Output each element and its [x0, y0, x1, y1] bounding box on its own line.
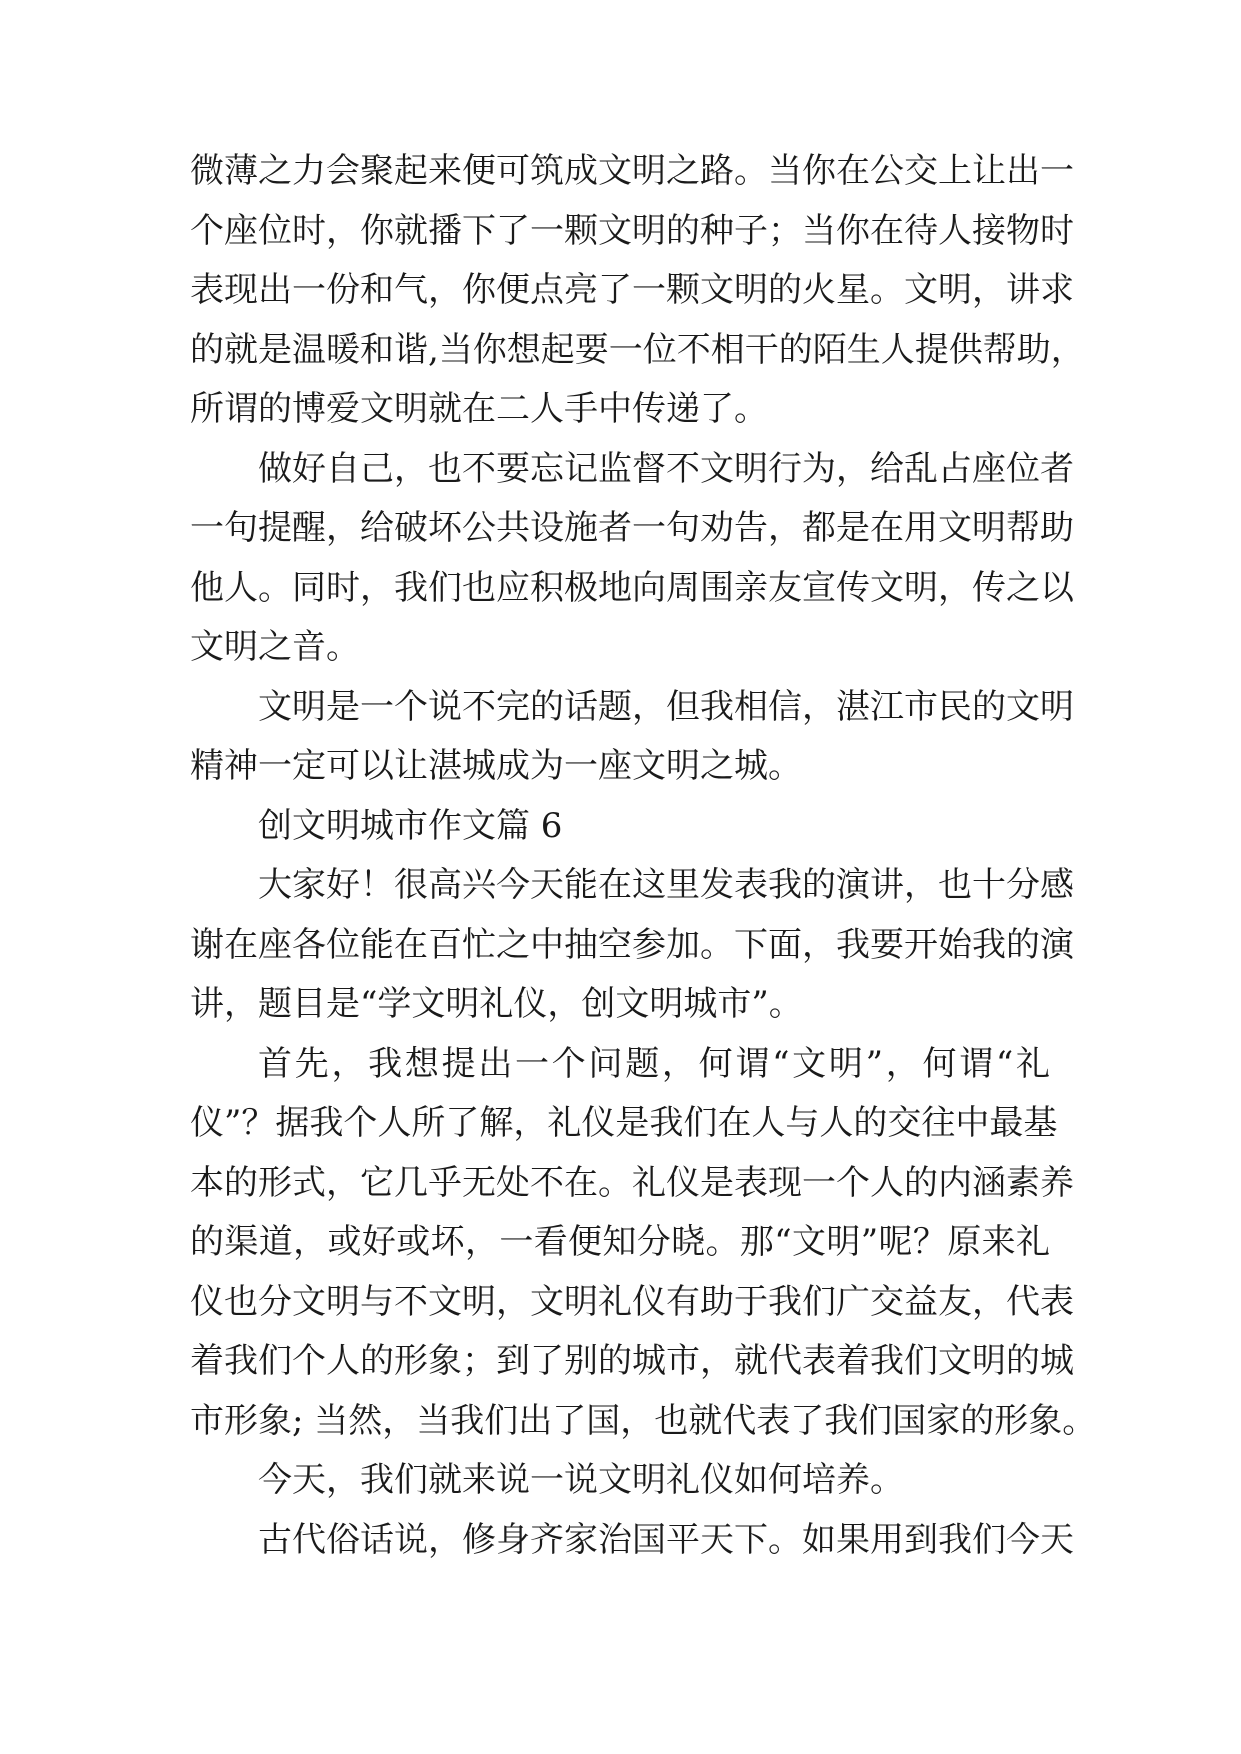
text-line: 他人。同时，我们也应积极地向周围亲友宣传文明，传之以	[190, 567, 1074, 608]
paragraph-start-line: 首先，我想提出一个问题，何谓“文明”，何谓“礼	[258, 1043, 1050, 1084]
text-line: 本的形式，它几乎无处不在。礼仪是表现一个人的内涵素养	[190, 1162, 1074, 1203]
text-line: 讲，题目是“学文明礼仪，创文明城市”。	[190, 984, 803, 1024]
text-line: 所谓的博爱文明就在二人手中传递了。	[190, 389, 768, 429]
text-line: 的渠道，或好或坏，一看便知分晓。那“文明”呢？原来礼	[190, 1222, 1050, 1262]
text-line: 精神一定可以让湛城成为一座文明之城。	[190, 746, 802, 786]
text-line: 谢在座各位能在百忙之中抽空参加。下面，我要开始我的演	[190, 924, 1074, 965]
text-line: 着我们个人的形象；到了别的城市，就代表着我们文明的城	[190, 1341, 1074, 1381]
text-line: 个座位时，你就播下了一颗文明的种子；当你在待人接物时	[190, 210, 1074, 251]
section-heading: 创文明城市作文篇 6	[258, 805, 563, 846]
paragraph-start-line: 文明是一个说不完的话题，但我相信，湛江市民的文明	[258, 686, 1074, 727]
paragraph-start-line: 大家好！很高兴今天能在这里发表我的演讲，也十分感	[258, 865, 1074, 905]
paragraph-start-line: 今天，我们就来说一说文明礼仪如何培养。	[258, 1460, 904, 1500]
text-line: 市形象; 当然，当我们出了国，也就代表了我们国家的形象。	[190, 1400, 1097, 1441]
text-line: 表现出一份和气，你便点亮了一颗文明的火星。文明，讲求	[190, 270, 1074, 310]
text-line: 一句提醒，给破坏公共设施者一句劝告，都是在用文明帮助	[190, 508, 1074, 548]
paragraph-start-line: 古代俗话说，修身齐家治国平天下。如果用到我们今天	[258, 1519, 1074, 1560]
text-line: 仪”？据我个人所了解，礼仪是我们在人与人的交往中最基	[190, 1103, 1058, 1143]
document-body	[190, 142, 1097, 1570]
text-line: 文明之音。	[190, 627, 360, 667]
paragraph-start-line: 做好自己，也不要忘记监督不文明行为，给乱占座位者	[258, 448, 1074, 489]
text-line: 微薄之力会聚起来便可筑成文明之路。当你在公交上让出一	[190, 151, 1074, 191]
text-line: 的就是温暖和谐,当你想起要一位不相干的陌生人提供帮助，	[190, 329, 1085, 370]
text-line: 仪也分文明与不文明，文明礼仪有助于我们广交益友，代表	[190, 1281, 1074, 1322]
